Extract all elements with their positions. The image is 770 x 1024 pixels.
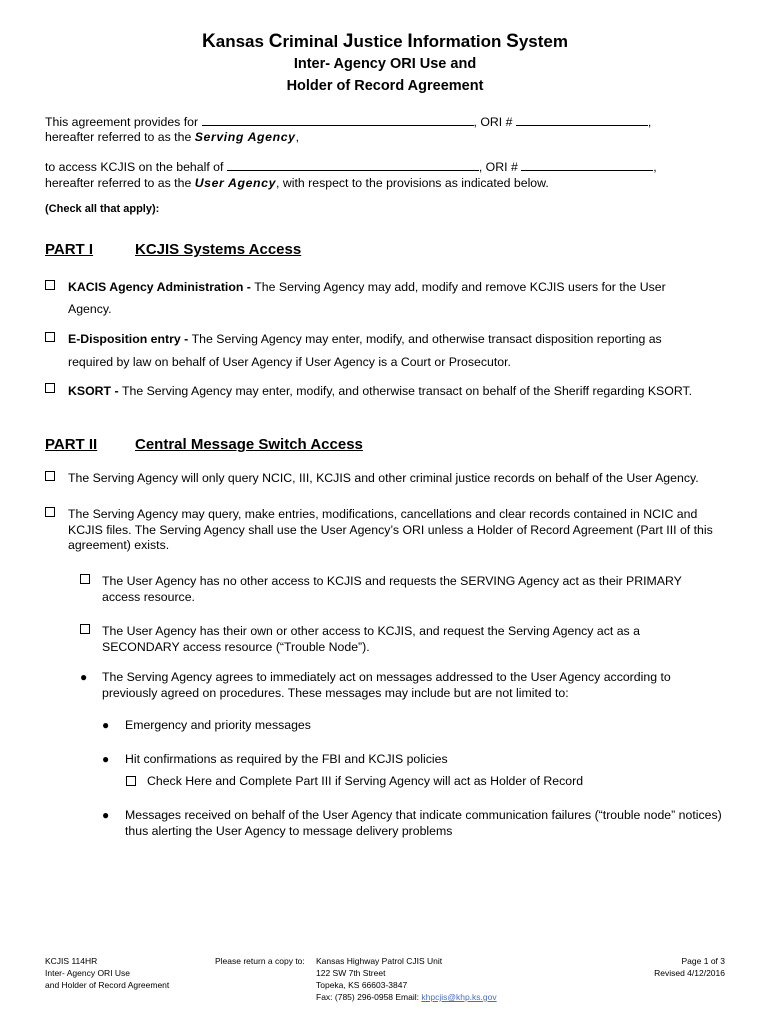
address-line-3: Topeka, KS 66603-3847 — [316, 980, 408, 990]
form-id: KCJIS 114HR — [45, 956, 98, 966]
revised-date: Revised 4/12/2016 — [654, 968, 725, 978]
ksort-label: KSORT - — [68, 384, 122, 398]
form-name-2: and Holder of Record Agreement — [45, 980, 170, 990]
bullet-icon: ● — [102, 808, 110, 822]
part1-number: PART I — [45, 241, 94, 258]
kacis-checkbox[interactable] — [45, 280, 55, 290]
referred-label-2: hereafter referred to as the — [45, 176, 195, 190]
ksort-text: The Serving Agency may enter, modify, and otherwise transact on behalf of the Sheriff regarding KSORT. — [121, 384, 693, 398]
address-line-1: Kansas Highway Patrol CJIS Unit — [316, 956, 443, 966]
document-title — [0, 31, 770, 53]
secondary-access-checkbox[interactable] — [80, 624, 90, 634]
footer-page-info — [654, 955, 725, 979]
intro-line-2 — [45, 130, 299, 144]
provides-for-label: This agreement provides for — [45, 115, 199, 129]
full-access-text: The Serving Agency may query, make entries, modifications, cancellations and clear records contained in NCIC and KCJIS files. The Serving Agency shall use the User Agency’s ORI unless a Holder of Record Agreement (Part III of this agreement) exists. — [68, 507, 713, 552]
secondary-access-text: The User Agency has their own or other access to KCJIS, and request the Serving Agency act as a SECONDARY access resource (“Trouble Node”). — [102, 624, 640, 654]
email-link[interactable]: khpcjis@khp.ks.gov — [421, 992, 497, 1002]
intro-line-4 — [45, 176, 549, 190]
footer-form-info — [45, 955, 169, 991]
trouble-node-bullet-text: Messages received on behalf of the User Agency that indicate communication failures (“trouble node” notices) thus alerting the User Agency to message delivery problems — [125, 808, 722, 838]
page-number: Page 1 of 3 — [681, 956, 725, 966]
kacis-text: The Serving Agency may add, modify and remove KCJIS users for the User — [254, 280, 666, 294]
kacis-label: KACIS Agency Administration - — [68, 280, 255, 294]
primary-access-checkbox[interactable] — [80, 574, 90, 584]
primary-access-text: The User Agency has no other access to KCJIS and requests the SERVING Agency act as their PRIMARY access resource. — [102, 574, 682, 604]
edisposition-checkbox[interactable] — [45, 332, 55, 342]
query-only-checkbox[interactable] — [45, 471, 55, 481]
bullet-icon: ● — [102, 718, 110, 732]
bullet-icon: ● — [102, 752, 110, 766]
ksort-checkbox[interactable] — [45, 383, 55, 393]
ori-label-2: , ORI # — [478, 160, 518, 174]
part2-number: PART II — [45, 436, 98, 453]
agreement-bullet-text: The Serving Agency agrees to immediately act on messages addressed to the User Agency according to previously agreed on procedures. These messages may include but are not limited to: — [102, 670, 671, 700]
query-only-text: The Serving Agency will only query NCIC, III, KCJIS and other criminal justice records on behalf of the User Agency. — [68, 471, 699, 485]
title-cap-k: K — [202, 31, 216, 52]
serving-ori-field[interactable] — [516, 114, 648, 126]
full-access-checkbox[interactable] — [45, 507, 55, 517]
emergency-bullet-text: Emergency and priority messages — [125, 718, 311, 732]
footer-address — [316, 955, 497, 1003]
kacis-item — [68, 280, 666, 294]
title-rest-5: ystem — [518, 32, 568, 51]
title-rest-2: riminal — [282, 32, 343, 51]
ksort-item — [68, 384, 692, 398]
document-subtitle-1: Inter- Agency ORI Use and — [293, 56, 477, 72]
user-agency-term: User Agency — [194, 176, 277, 190]
ori-label-1: , ORI # — [473, 115, 513, 129]
serving-agency-name-field[interactable] — [202, 114, 474, 126]
intro-line-1: This agreement provides for , ORI # , — [45, 115, 652, 129]
user-agency-name-field[interactable] — [227, 159, 479, 171]
edisposition-text: The Serving Agency may enter, modify, and otherwise transact disposition reporting as — [191, 332, 662, 346]
hit-confirm-bullet-text: Hit confirmations as required by the FBI and KCJIS policies — [125, 752, 448, 766]
return-label: Please return a copy to: — [215, 956, 305, 966]
title-cap-i: I — [407, 31, 413, 52]
document-subtitle-2: Holder of Record Agreement — [286, 78, 484, 94]
behalf-of-label: to access KCJIS on the behalf of — [45, 160, 224, 174]
intro-line-3: to access KCJIS on the behalf of , ORI # , — [45, 160, 657, 174]
comma: , — [295, 130, 300, 144]
holder-of-record-text: Check Here and Complete Part III if Serving Agency will act as Holder of Record — [147, 774, 584, 788]
title-rest-4: nformation — [412, 32, 507, 51]
title-cap-s: S — [506, 31, 519, 52]
part2-title: Central Message Switch Access — [135, 436, 363, 453]
title-rest-3: ustice — [353, 32, 408, 51]
bullet-icon: ● — [80, 670, 88, 684]
edisposition-item — [68, 332, 662, 346]
serving-agency-term: Serving Agency — [194, 130, 296, 144]
contact-line — [316, 991, 497, 1003]
edisposition-text-2: required by law on behalf of User Agency if User Agency is a Court or Prosecutor. — [68, 355, 511, 369]
title-cap-c: C — [268, 31, 283, 52]
address-line-2: 122 SW 7th Street — [316, 968, 386, 978]
title-cap-j: J — [342, 31, 354, 52]
provisions-text: , with respect to the provisions as indicated below. — [276, 176, 549, 190]
referred-label-1: hereafter referred to as the — [45, 130, 195, 144]
kacis-text-2: Agency. — [68, 302, 112, 316]
part1-title: KCJIS Systems Access — [135, 241, 302, 258]
fax-text: Fax: (785) 296-0958 Email: — [316, 992, 422, 1002]
edisposition-label: E-Disposition entry - — [68, 332, 192, 346]
check-all-note: (Check all that apply): — [45, 203, 160, 215]
holder-of-record-checkbox[interactable] — [126, 776, 136, 786]
form-name-1: Inter- Agency ORI Use — [45, 968, 131, 978]
title-rest-1: ansas — [215, 32, 269, 51]
user-ori-field[interactable] — [521, 159, 653, 171]
